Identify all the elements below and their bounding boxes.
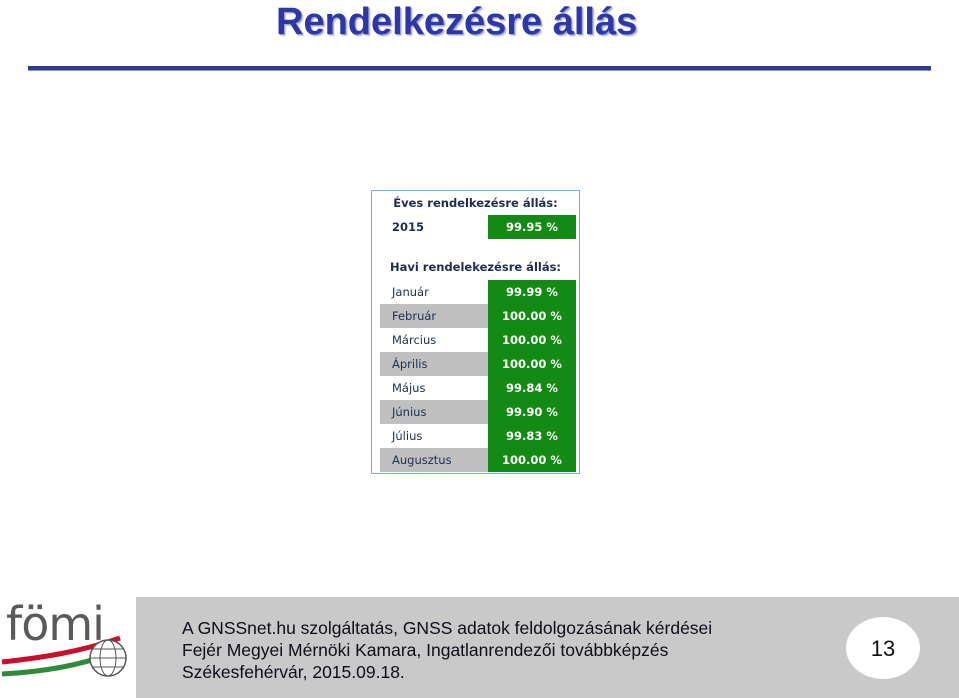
- month-value: 99.84 %: [488, 376, 576, 400]
- monthly-heading: Havi rendelekezésre állás:: [389, 260, 562, 274]
- month-value: 99.90 %: [488, 400, 576, 424]
- footer-line-2: Fejér Megyei Mérnöki Kamara, Ingatlanrendezői továbbképzés: [182, 640, 669, 660]
- month-label: Március: [392, 333, 437, 347]
- title-underline: [28, 66, 931, 71]
- month-label: Április: [380, 352, 488, 376]
- month-label: Május: [392, 381, 426, 395]
- month-value: 99.99 %: [488, 280, 576, 304]
- month-label: Június: [380, 400, 488, 424]
- table-row: [380, 376, 558, 400]
- annual-year: 2015: [392, 220, 425, 234]
- table-row: [380, 424, 558, 448]
- month-value: 100.00 %: [488, 448, 576, 472]
- table-row: [380, 352, 562, 376]
- footer-line-1: A GNSSnet.hu szolgáltatás, GNSS adatok feldolgozásának kérdései: [182, 618, 713, 638]
- table-row: [380, 400, 558, 424]
- table-row: [380, 328, 562, 352]
- annual-heading: Éves rendelkezésre állás:: [393, 196, 558, 210]
- footer-line-3: Székesfehérvár, 2015.09.18.: [182, 662, 405, 682]
- month-value: 99.83 %: [488, 424, 576, 448]
- table-row: [380, 448, 562, 472]
- annual-value: 99.95 %: [488, 215, 576, 239]
- page-number: 13: [870, 636, 896, 661]
- month-label: Július: [392, 429, 423, 443]
- month-label: Február: [380, 304, 488, 328]
- table-row: [380, 280, 558, 304]
- slide-title: Rendelkezésre állás: [276, 1, 638, 43]
- month-label: Augusztus: [380, 448, 488, 472]
- month-value: 100.00 %: [488, 304, 576, 328]
- table-row: [380, 304, 562, 328]
- month-value: 100.00 %: [488, 328, 576, 352]
- month-value: 100.00 %: [488, 352, 576, 376]
- annual-row: [380, 215, 558, 239]
- availability-table: [371, 190, 580, 474]
- month-label: Január: [392, 285, 429, 299]
- logo-wordmark: fömi: [6, 597, 104, 651]
